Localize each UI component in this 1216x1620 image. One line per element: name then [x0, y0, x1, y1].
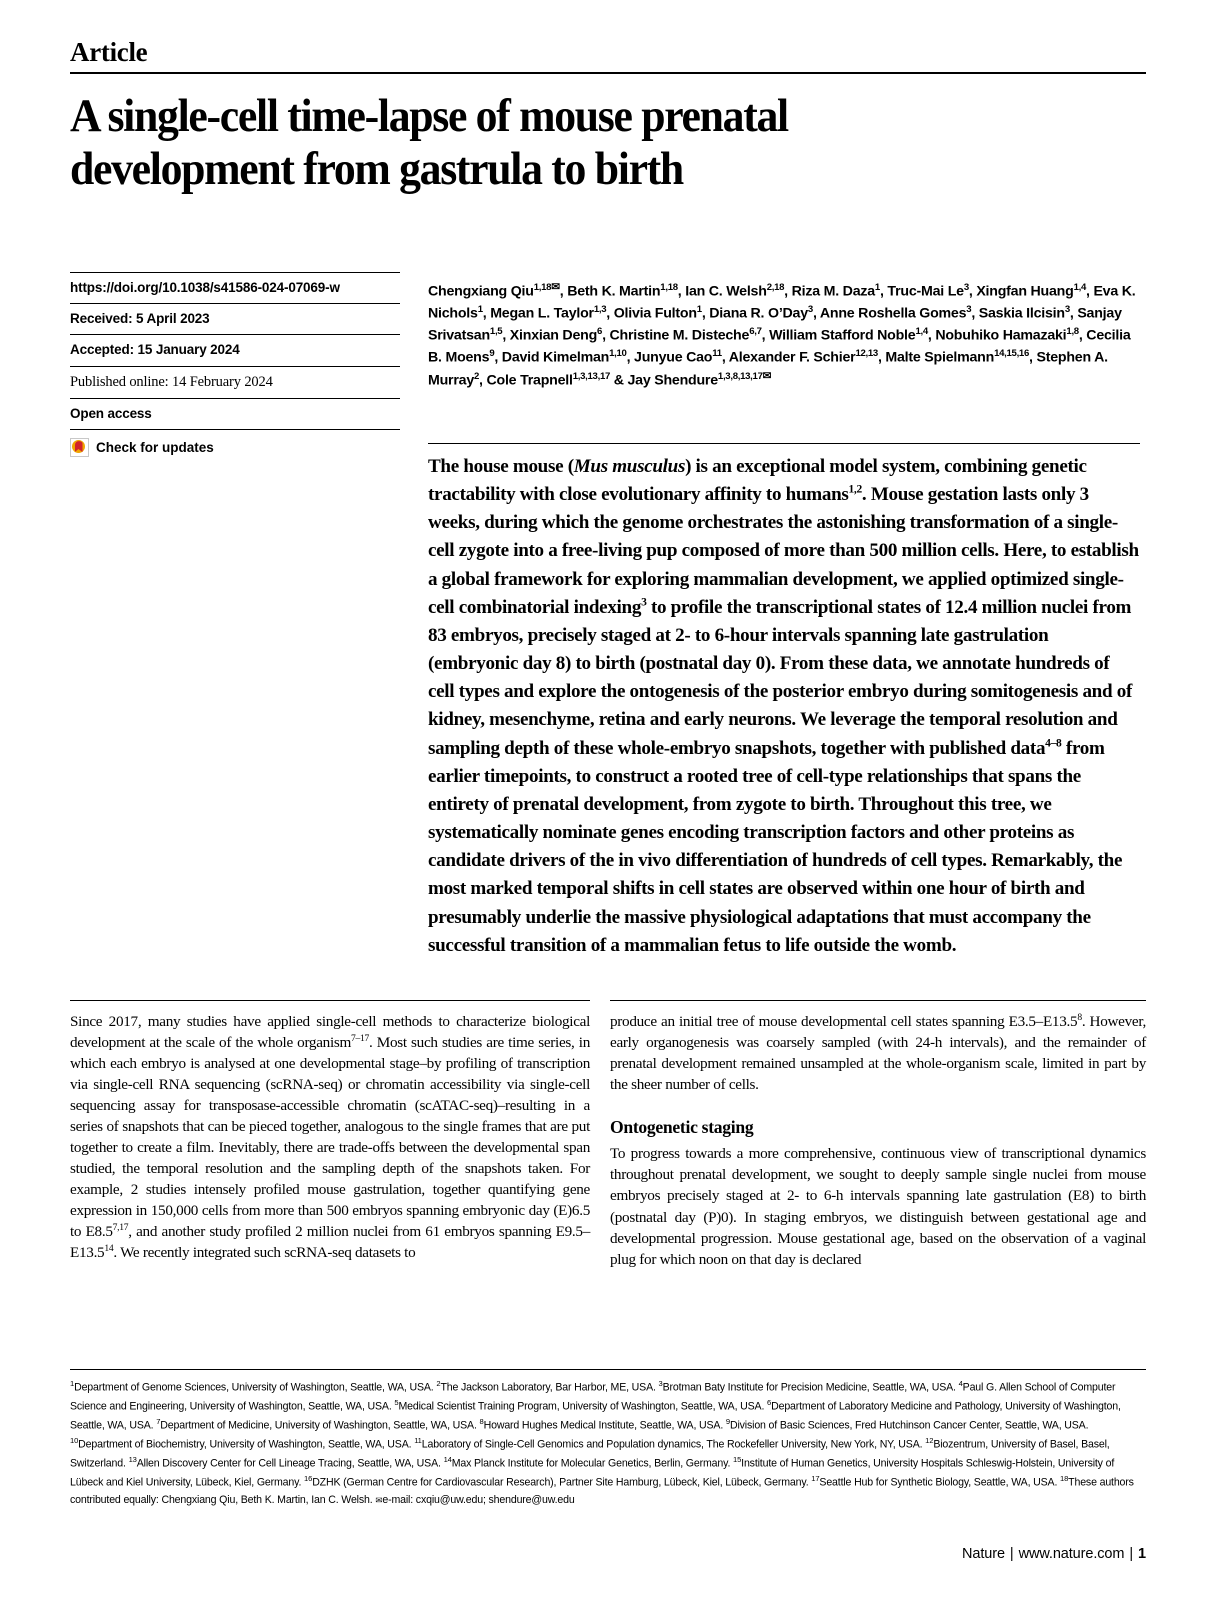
footer-page-number: 1 [1138, 1546, 1146, 1562]
page-title [70, 90, 1071, 196]
footer-separator-2: | [1129, 1546, 1134, 1562]
body-left-divider [70, 1000, 590, 1001]
received-date: Received: 5 April 2023 [70, 303, 400, 334]
affiliations-footnote: $^1$Department of Genome Sciences, University of Washington, Seattle, WA, USA. $^2$The Jackson Laboratory, Bar Harbor, ME, USA. $^3$Brotman Baty Institute for Precision Medicine, Seattle, WA, USA. $^4$Paul G. Allen School of Computer Science and Engineering, University of Washington, Seattle, WA, USA. $^5$Medical Scientist Training Program, University of Washington, Seattle, WA, USA. $^6$Department of Laboratory Medicine and Pathology, University of Washington, Seattle, WA, USA. $^7$Department of Medicine, University of Washington, Seattle, WA, USA. $^8$Howard Hughes Medical Institute, Seattle, WA, USA. $^9$Division of Basic Sciences, Fred Hutchinson Cancer Center, Seattle, WA, USA. $^{10}$Department of Biochemistry, University of Washington, Seattle, WA, USA. $^{11}$Laboratory of Single-Cell Genomics and Population dynamics, The Rockefeller University, New York, NY, USA. $^{12}$Biozentrum, University of Basel, Basel, Switzerland. $^{13}$Allen Discovery Center for Cell Lineage Tracing, Seattle, WA, USA. $^{14}$Max Planck Institute for Molecular Genetics, Berlin, Germany. $^{15}$Institute of Human Genetics, University Hospitals Schleswig-Holstein, University of Lübeck and Kiel University, Lübeck, Kiel, Germany. $^{16}$DZHK (German Centre for Cardiovascular Research), Partner Site Hamburg, Lübeck, Kiel, Lübeck, Germany. $^{17}$Seattle Hub for Synthetic Biology, Seattle, WA, USA. $^{18}$These authors contributed equally: Chengxiang Qiu, Beth K. Martin, Ian C. Welsh. ✉e-mail: cxqiu@uw.edu; shendure@uw.edu [70, 1379, 1134, 1506]
check-for-updates-button[interactable] [70, 429, 400, 457]
footer-journal-name: Nature [961, 1546, 1005, 1562]
page-footer [70, 1546, 1146, 1562]
body-column-right [610, 1011, 1146, 1270]
abstract-divider [428, 443, 1140, 444]
article-metadata-panel [70, 272, 400, 457]
title-line-1: A single-cell time-lapse of mouse prenatal [70, 90, 788, 143]
title-line-2: development from gastrula to birth [70, 143, 683, 196]
body-right-divider [610, 1000, 1146, 1001]
open-access-label: Open access [70, 398, 400, 429]
crossmark-icon [70, 438, 89, 457]
doi-link[interactable]: https://doi.org/10.1038/s41586-024-07069-w [70, 272, 400, 303]
intro-continuation-paragraph: produce an initial tree of mouse developmental cell states spanning E3.5–E13.5$^8$. However, early organogenesis was coarsely sampled (with 24-h intervals), and the remainder of prenatal development remained unsampled at the whole-organism scale, limited in part by the sheer number of cells. [610, 1012, 1146, 1094]
section-heading-ontogenetic-staging: Ontogenetic staging [610, 1117, 754, 1138]
footer-website[interactable]: www.nature.com [1018, 1546, 1125, 1562]
footer-separator-1: | [1009, 1546, 1014, 1562]
ontogenetic-staging-paragraph: To progress towards a more comprehensive, continuous view of transcriptional dynamics throughout prenatal development, we sought to deeply sample single nuclei from mouse embryos precisely staged at 2- to 6-h intervals spanning late gastrulation (E8) to birth (postnatal day (P)0). In staging embryos, we distinguish between gestational age and developmental progression. Mouse gestational age, based on the observation of a vaginal plug for which noon on that day is declared [610, 1145, 1146, 1268]
check-for-updates-label: Check for updates [96, 440, 214, 456]
header-divider [70, 72, 1146, 74]
abstract-text: The house mouse (Mus musculus) is an exceptional model system, combining genetic tractability with close evolutionary affinity to humans$^{1,2}$. Mouse gestation lasts only 3 weeks, during which the genome orchestrates the astonishing transformation of a single-cell zygote into a free-living pup composed of more than 500 million cells. Here, to establish a global framework for exploring mammalian development, we applied optimized single-cell combinatorial indexing$^3$ to profile the transcriptional states of 12.4 million nuclei from 83 embryos, precisely staged at 2- to 6-hour intervals spanning late gastrulation (embryonic day 8) to birth (postnatal day 0). From these data, we annotate hundreds of cell types and explore the ontogenesis of the posterior embryo during somitogenesis and of kidney, mesenchyme, retina and early neurons. We leverage the temporal resolution and sampling depth of these whole-embryo snapshots, together with published data$^{4-8}$ from earlier timepoints, to construct a rooted tree of cell-type relationships that spans the entirety of prenatal development, from zygote to birth. Throughout this tree, we systematically nominate genes encoding transcription factors and other proteins as candidate drivers of the in vivo differentiation of hundreds of cell types. Remarkably, the most marked temporal shifts in cell states are observed within one hour of birth and presumably underlie the massive physiological adaptations that must accompany the successful transition of a mammalian fetus to life outside the womb. [428, 456, 1139, 956]
intro-paragraph: Since 2017, many studies have applied single-cell methods to characterize biological development at the scale of the whole organism$^{7-17}$. Most such studies are time series, in which each embryo is analysed at one developmental stage–by profiling of transcription via single-cell RNA sequencing (scRNA-seq) or chromatin accessibility via single-cell sequencing assay for transposase-accessible chromatin (scATAC-seq)–resulting in a series of snapshots that can be pieced together, analogous to the single frames that are put together to create a film. Inevitably, there are trade-offs between the developmental span studied, the temporal resolution and the sampling depth of the snapshots taken. For example, 2 studies intensely profiled mouse gastrulation, together quantifying gene expression in 150,000 cells from more than 500 embryos spanning embryonic day (E)6.5 to E8.5$^{7,17}$, and another study profiled 2 million nuclei from 61 embryos spanning E9.5–E13.5$^{14}$. We recently integrated such scRNA-seq datasets to [70, 1013, 590, 1262]
page-header [70, 38, 1146, 197]
abstract-section [428, 443, 1140, 960]
author-list: Chengxiang Qiu$^{1,18✉}$, Beth K. Martin$^{1,18}$, Ian C. Welsh$^{2,18}$, Riza M. Daza$^1$, Truc-Mai Le$^3$, Xingfan Huang$^{1,4}$, Eva K. Nichols$^1$, Megan L. Taylor$^{1,3}$, Olivia Fulton$^1$, Diana R. O’Day$^3$, Anne Roshella Gomes$^3$, Saskia Ilcisin$^3$, Sanjay Srivatsan$^{1,5}$, Xinxian Deng$^6$, Christine M. Disteche$^{6,7}$, William Stafford Noble$^{1,4}$, Nobuhiko Hamazaki$^{1,8}$, Cecilia B. Moens$^9$, David Kimelman$^{1,10}$, Junyue Cao$^{11}$, Alexander F. Schier$^{12,13}$, Malte Spielmann$^{14,15,16}$, Stephen A. Murray$^2$, Cole Trapnell$^{1,3,13,17}$ & Jay Shendure$^{1,3,8,13,17✉}$ [428, 281, 1136, 389]
published-date: Published online: 14 February 2024 [70, 366, 400, 398]
affiliations-divider [70, 1369, 1146, 1370]
article-type-kicker: Article [70, 37, 148, 67]
body-column-left [70, 1011, 590, 1263]
accepted-date: Accepted: 15 January 2024 [70, 334, 400, 365]
